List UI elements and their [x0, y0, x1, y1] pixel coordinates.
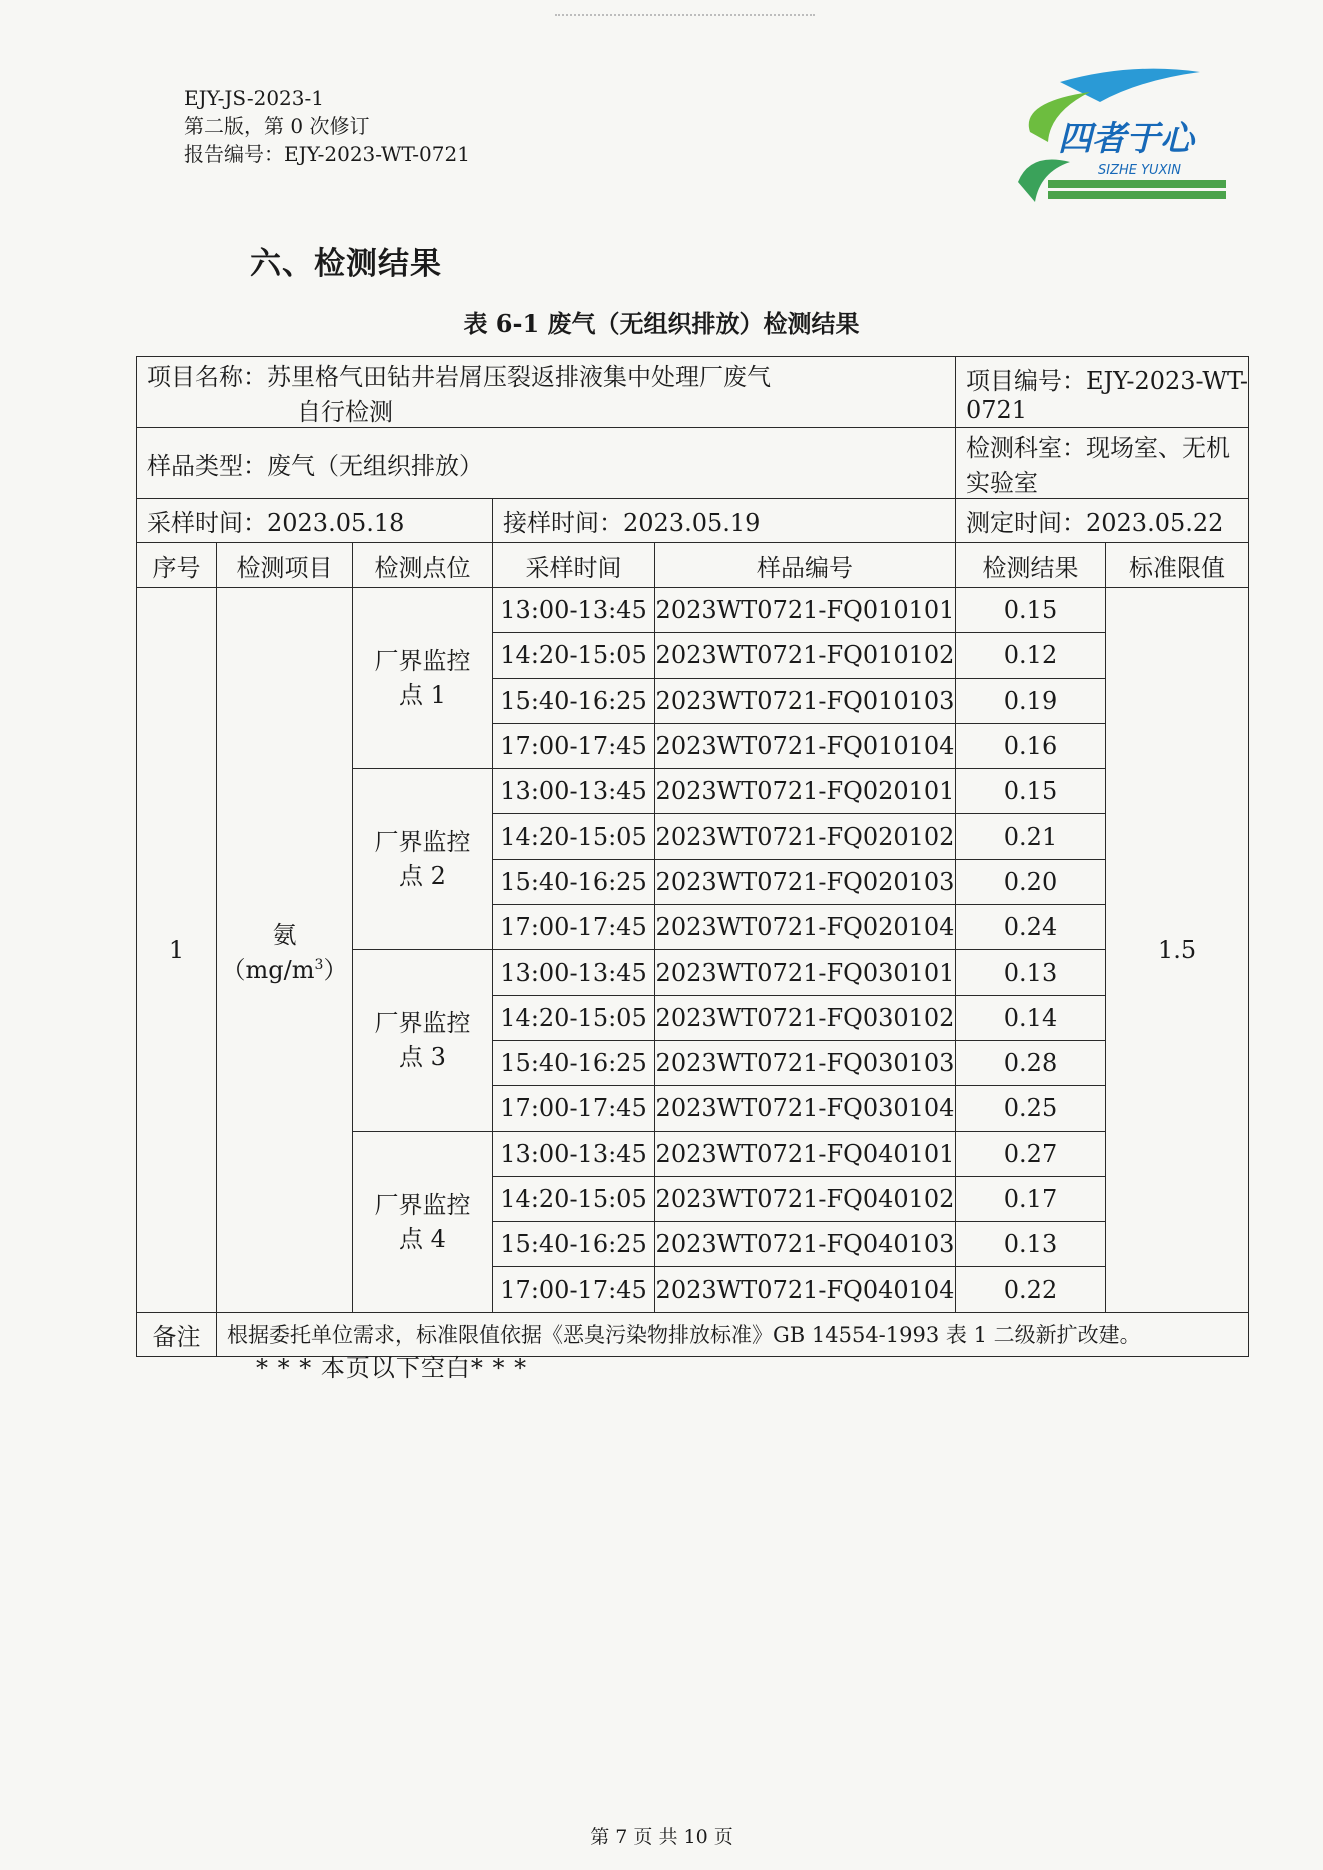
lab-cell: 检测科室：现场室、无机实验室	[956, 428, 1249, 499]
result-cell: 0.27	[956, 1131, 1106, 1176]
result-cell: 0.22	[956, 1267, 1106, 1312]
result-cell: 0.15	[956, 769, 1106, 814]
time-cell: 15:40-16:25	[493, 1040, 655, 1085]
sample-id-cell: 2023WT0721-FQ020101	[655, 769, 956, 814]
section-title: 六、检测结果	[250, 246, 442, 282]
page-number: 第 7 页 共 10 页	[590, 1826, 733, 1848]
report-number: 报告编号：EJY-2023-WT-0721	[184, 142, 470, 166]
header-result: 检测结果	[956, 543, 1106, 588]
point-cell: 厂界监控 点 3	[353, 950, 493, 1131]
result-cell: 0.13	[956, 950, 1106, 995]
time-cell: 14:20-15:05	[493, 1176, 655, 1221]
table-row	[137, 588, 1249, 633]
logo-wordmark: 四者于心	[1058, 119, 1194, 159]
time-cell: 13:00-13:45	[493, 588, 655, 633]
point-cell: 厂界监控 点 2	[353, 769, 493, 950]
logo-subtitle: SIZHE YUXIN	[1098, 163, 1182, 178]
sample-id-cell: 2023WT0721-FQ030104	[655, 1086, 956, 1131]
result-cell: 0.13	[956, 1222, 1106, 1267]
test-time-cell: 测定时间：2023.05.22	[956, 499, 1249, 543]
result-cell: 0.24	[956, 905, 1106, 950]
results-table	[136, 356, 1249, 1357]
table-caption: 表 6-1 废气（无组织排放）检测结果	[463, 309, 860, 338]
result-cell: 0.28	[956, 1040, 1106, 1085]
note-label: 备注	[137, 1312, 217, 1356]
header-row	[137, 543, 1249, 588]
result-cell: 0.25	[956, 1086, 1106, 1131]
sample-id-cell: 2023WT0721-FQ040104	[655, 1267, 956, 1312]
project-number-cell: 项目编号：EJY-2023-WT-0721	[956, 357, 1249, 428]
time-cell: 13:00-13:45	[493, 1131, 655, 1176]
result-cell: 0.16	[956, 723, 1106, 768]
header-point: 检测点位	[353, 543, 493, 588]
company-logo	[1000, 62, 1240, 222]
time-cell: 17:00-17:45	[493, 723, 655, 768]
item-name: 氨	[272, 920, 297, 949]
sampling-time-cell: 采样时间：2023.05.18	[137, 499, 493, 543]
header-item: 检测项目	[217, 543, 353, 588]
document-code: EJY-JS-2023-1	[184, 86, 324, 110]
sample-id-cell: 2023WT0721-FQ030102	[655, 995, 956, 1040]
point-cell: 厂界监控 点 4	[353, 1131, 493, 1312]
result-cell: 0.20	[956, 859, 1106, 904]
result-cell: 0.21	[956, 814, 1106, 859]
result-cell: 0.12	[956, 633, 1106, 678]
sample-id-cell: 2023WT0721-FQ040102	[655, 1176, 956, 1221]
result-cell: 0.17	[956, 1176, 1106, 1221]
header-seq: 序号	[137, 543, 217, 588]
sample-id-cell: 2023WT0721-FQ010101	[655, 588, 956, 633]
time-cell: 14:20-15:05	[493, 995, 655, 1040]
time-cell: 15:40-16:25	[493, 1222, 655, 1267]
item-unit: $(mg/m^3)$	[221, 955, 348, 984]
time-cell: 13:00-13:45	[493, 950, 655, 995]
info-row-times	[137, 499, 1249, 543]
header-limit: 标准限值	[1106, 543, 1249, 588]
sample-id-cell: 2023WT0721-FQ030101	[655, 950, 956, 995]
time-cell: 17:00-17:45	[493, 1086, 655, 1131]
header-time: 采样时间	[493, 543, 655, 588]
time-cell: 15:40-16:25	[493, 859, 655, 904]
sample-id-cell: 2023WT0721-FQ020104	[655, 905, 956, 950]
project-name-cell: 项目名称：苏里格气田钻井岩屑压裂返排液集中处理厂废气 自行检测	[137, 357, 956, 428]
seq-cell: 1	[137, 588, 217, 1313]
document-edition: 第二版，第 0 次修订	[184, 114, 370, 138]
info-row-project	[137, 357, 1249, 428]
time-cell: 14:20-15:05	[493, 633, 655, 678]
result-cell: 0.19	[956, 678, 1106, 723]
sample-id-cell: 2023WT0721-FQ020102	[655, 814, 956, 859]
document-meta	[184, 84, 470, 168]
blank-page-note: * * * 本页以下空白* * *	[256, 1354, 528, 1382]
sample-id-cell: 2023WT0721-FQ010102	[655, 633, 956, 678]
result-cell: 0.14	[956, 995, 1106, 1040]
time-cell: 17:00-17:45	[493, 905, 655, 950]
receive-time-cell: 接样时间：2023.05.19	[493, 499, 956, 543]
point-cell: 厂界监控 点 1	[353, 588, 493, 769]
note-text: 根据委托单位需求，标准限值依据《恶臭污染物排放标准》GB 14554-1993 表 1 二级新扩改建。	[217, 1312, 1249, 1356]
time-cell: 14:20-15:05	[493, 814, 655, 859]
sample-id-cell: 2023WT0721-FQ010104	[655, 723, 956, 768]
time-cell: 15:40-16:25	[493, 678, 655, 723]
result-cell: 0.15	[956, 588, 1106, 633]
sample-id-cell: 2023WT0721-FQ040103	[655, 1222, 956, 1267]
limit-cell: 1.5	[1106, 588, 1249, 1313]
sample-id-cell: 2023WT0721-FQ020103	[655, 859, 956, 904]
info-row-sample	[137, 428, 1249, 499]
sample-id-cell: 2023WT0721-FQ040101	[655, 1131, 956, 1176]
sample-id-cell: 2023WT0721-FQ010103	[655, 678, 956, 723]
sample-type-cell: 样品类型：废气（无组织排放）	[137, 428, 956, 499]
time-cell: 17:00-17:45	[493, 1267, 655, 1312]
sample-id-cell: 2023WT0721-FQ030103	[655, 1040, 956, 1085]
item-cell	[217, 588, 353, 1313]
header-sample-id: 样品编号	[655, 543, 956, 588]
scan-artifact	[555, 14, 815, 24]
time-cell: 13:00-13:45	[493, 769, 655, 814]
